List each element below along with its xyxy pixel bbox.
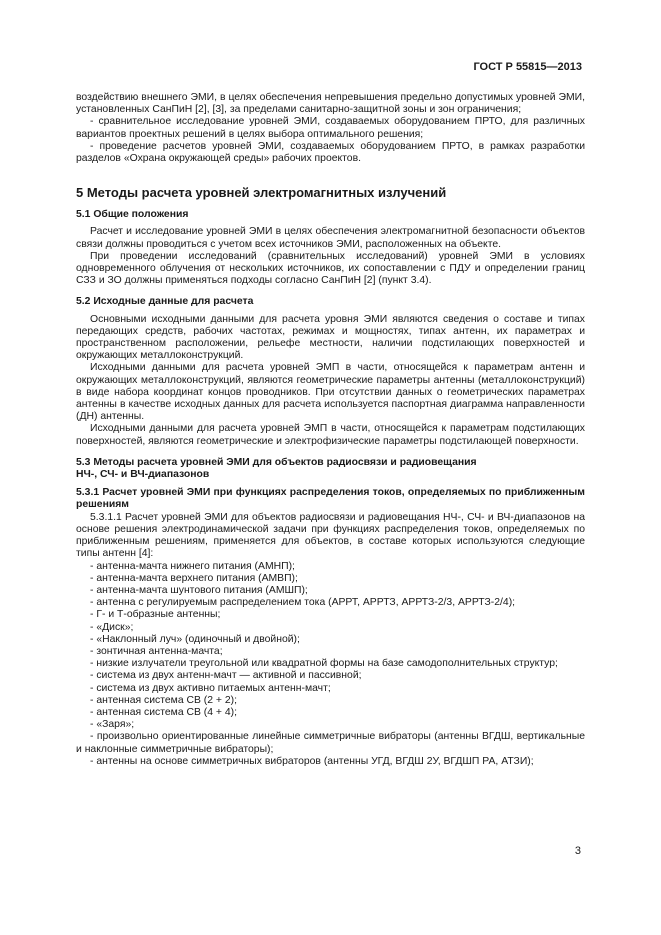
list-item: - антенна-мачта шунтового питания (АМШП); bbox=[90, 584, 308, 596]
list-item: - антенна с регулируемым распределением тока (АРРТ, АРРТЗ, АРРТЗ-2/3, АРРТЗ-2/4); bbox=[90, 597, 516, 609]
section-5-3-title-line2: НЧ-, СЧ- и ВЧ-диапазонов bbox=[76, 469, 210, 481]
list-item: - произвольно ориентированные линейные симметричные вибраторы (антенны ВГДШ, вертикальные и наклонные симметричные вибраторы); bbox=[76, 731, 585, 755]
document-id-header: ГОСТ Р 55815—2013 bbox=[473, 61, 582, 73]
list-item: - «Диск»; bbox=[90, 621, 134, 633]
list-item: - Г- и Т-образные антенны; bbox=[90, 609, 221, 621]
section-5-3-title-line1: 5.3 Методы расчета уровней ЭМИ для объектов радиосвязи и радиовещания bbox=[76, 456, 477, 468]
page-content bbox=[76, 92, 585, 768]
paragraph: Исходными данными для расчета уровней ЭМП в части, относящейся к параметрам антенн и окружающих металлоконструкций, являются геометрические параметры антенны (металлоконструкций) в виде набора координат концов проводников. При отсутствии данных о геометрических параметрах антенны в качестве исходных данных для расчета используется паспортная диаграмма направленности (ДН) антенны. bbox=[76, 362, 585, 423]
section-5-title: 5 Методы расчета уровней электромагнитных излучений bbox=[76, 185, 447, 201]
list-item: - система из двух антенн-мачт — активной и пассивной; bbox=[90, 670, 362, 682]
intro-list-item: - проведение расчетов уровней ЭМИ, создаваемых оборудованием ПРТО, в рамках разработки разделов «Охрана окружающей среды» рабочих проектов. bbox=[76, 140, 585, 165]
list-item: - система из двух активно питаемых антенн-мачт; bbox=[90, 682, 331, 694]
page-number: 3 bbox=[574, 845, 581, 857]
section-5-3-1-title: 5.3.1 Расчет уровней ЭМИ при функциях распределения токов, определяемых по приближенным решениям bbox=[76, 487, 585, 511]
section-5-2-title: 5.2 Исходные данные для расчета bbox=[76, 296, 254, 308]
section-5-3-title bbox=[76, 457, 585, 481]
list-item: - антенны на основе симметричных вибраторов (антенны УГД, ВГДШ 2У, ВГДШП РА, АТЗИ); bbox=[90, 755, 534, 767]
list-item: - «Наклонный луч» (одиночный и двойной); bbox=[90, 633, 300, 645]
list-item: - антенна-мачта нижнего питания (АМНП); bbox=[90, 560, 295, 572]
list-item: - антенная система СВ (4 + 4); bbox=[90, 706, 238, 718]
list-item: - антенна-мачта верхнего питания (АМВП); bbox=[90, 572, 298, 584]
paragraph: Исходными данными для расчета уровней ЭМП в части, относящейся к параметрам подстилающих поверхностей, являются геометрические и электрофизические параметры подстилающей поверхности. bbox=[76, 423, 585, 447]
paragraph: Расчет и исследование уровней ЭМИ в целях обеспечения электромагнитной безопасности объектов связи должны проводиться с учетом всех источников ЭМИ, расположенных на объекте. bbox=[76, 226, 585, 250]
list-item: - «Заря»; bbox=[90, 719, 135, 731]
intro-list-item: - сравнительное исследование уровней ЭМИ, создаваемых оборудованием ПРТО, для различных вариантов проектных решений в целях выбора оптимального решения; bbox=[76, 116, 585, 140]
antenna-type-list bbox=[76, 561, 585, 768]
list-item: - зонтичная антенна-мачта; bbox=[90, 645, 223, 657]
paragraph: При проведении исследований (сравнительных исследований) уровней ЭМИ в условиях одновременного облучения от нескольких источников, их сопоставлении с ПДУ и определении границ СЗЗ и ЗО должны применяться подходы согласно СанПиН [2] (пункт 3.4). bbox=[76, 250, 585, 287]
list-item: - антенная система СВ (2 + 2); bbox=[90, 694, 238, 706]
paragraph: Основными исходными данными для расчета уровня ЭМИ являются сведения о составе и типах передающих средств, рабочих частотах, режимах и мощностях, типах антенн, их параметрах и пространственном расположении, рельефе местности, наличии подстилающих поверхностей и окружающих металлоконструкций. bbox=[76, 313, 585, 362]
intro-paragraph: воздействию внешнего ЭМИ, в целях обеспечения непревышения предельно допустимых уровней ЭМИ, установленных СанПиН [2], [3], за пределами санитарно-защитной зоны и зон ограничения; bbox=[76, 92, 585, 116]
list-item: - низкие излучатели треугольной или квадратной формы на базе самодополнительных структур; bbox=[90, 658, 558, 670]
section-5-1-title: 5.1 Общие положения bbox=[76, 209, 189, 221]
paragraph: 5.3.1.1 Расчет уровней ЭМИ для объектов радиосвязи и радиовещания НЧ-, СЧ- и ВЧ-диапазонов на основе решения электродинамической задачи при функциях распределения токов, определяемых по приближенным решениям, применяется для объектов, в составе которых используются следующие типы антенн [4]: bbox=[76, 511, 585, 560]
